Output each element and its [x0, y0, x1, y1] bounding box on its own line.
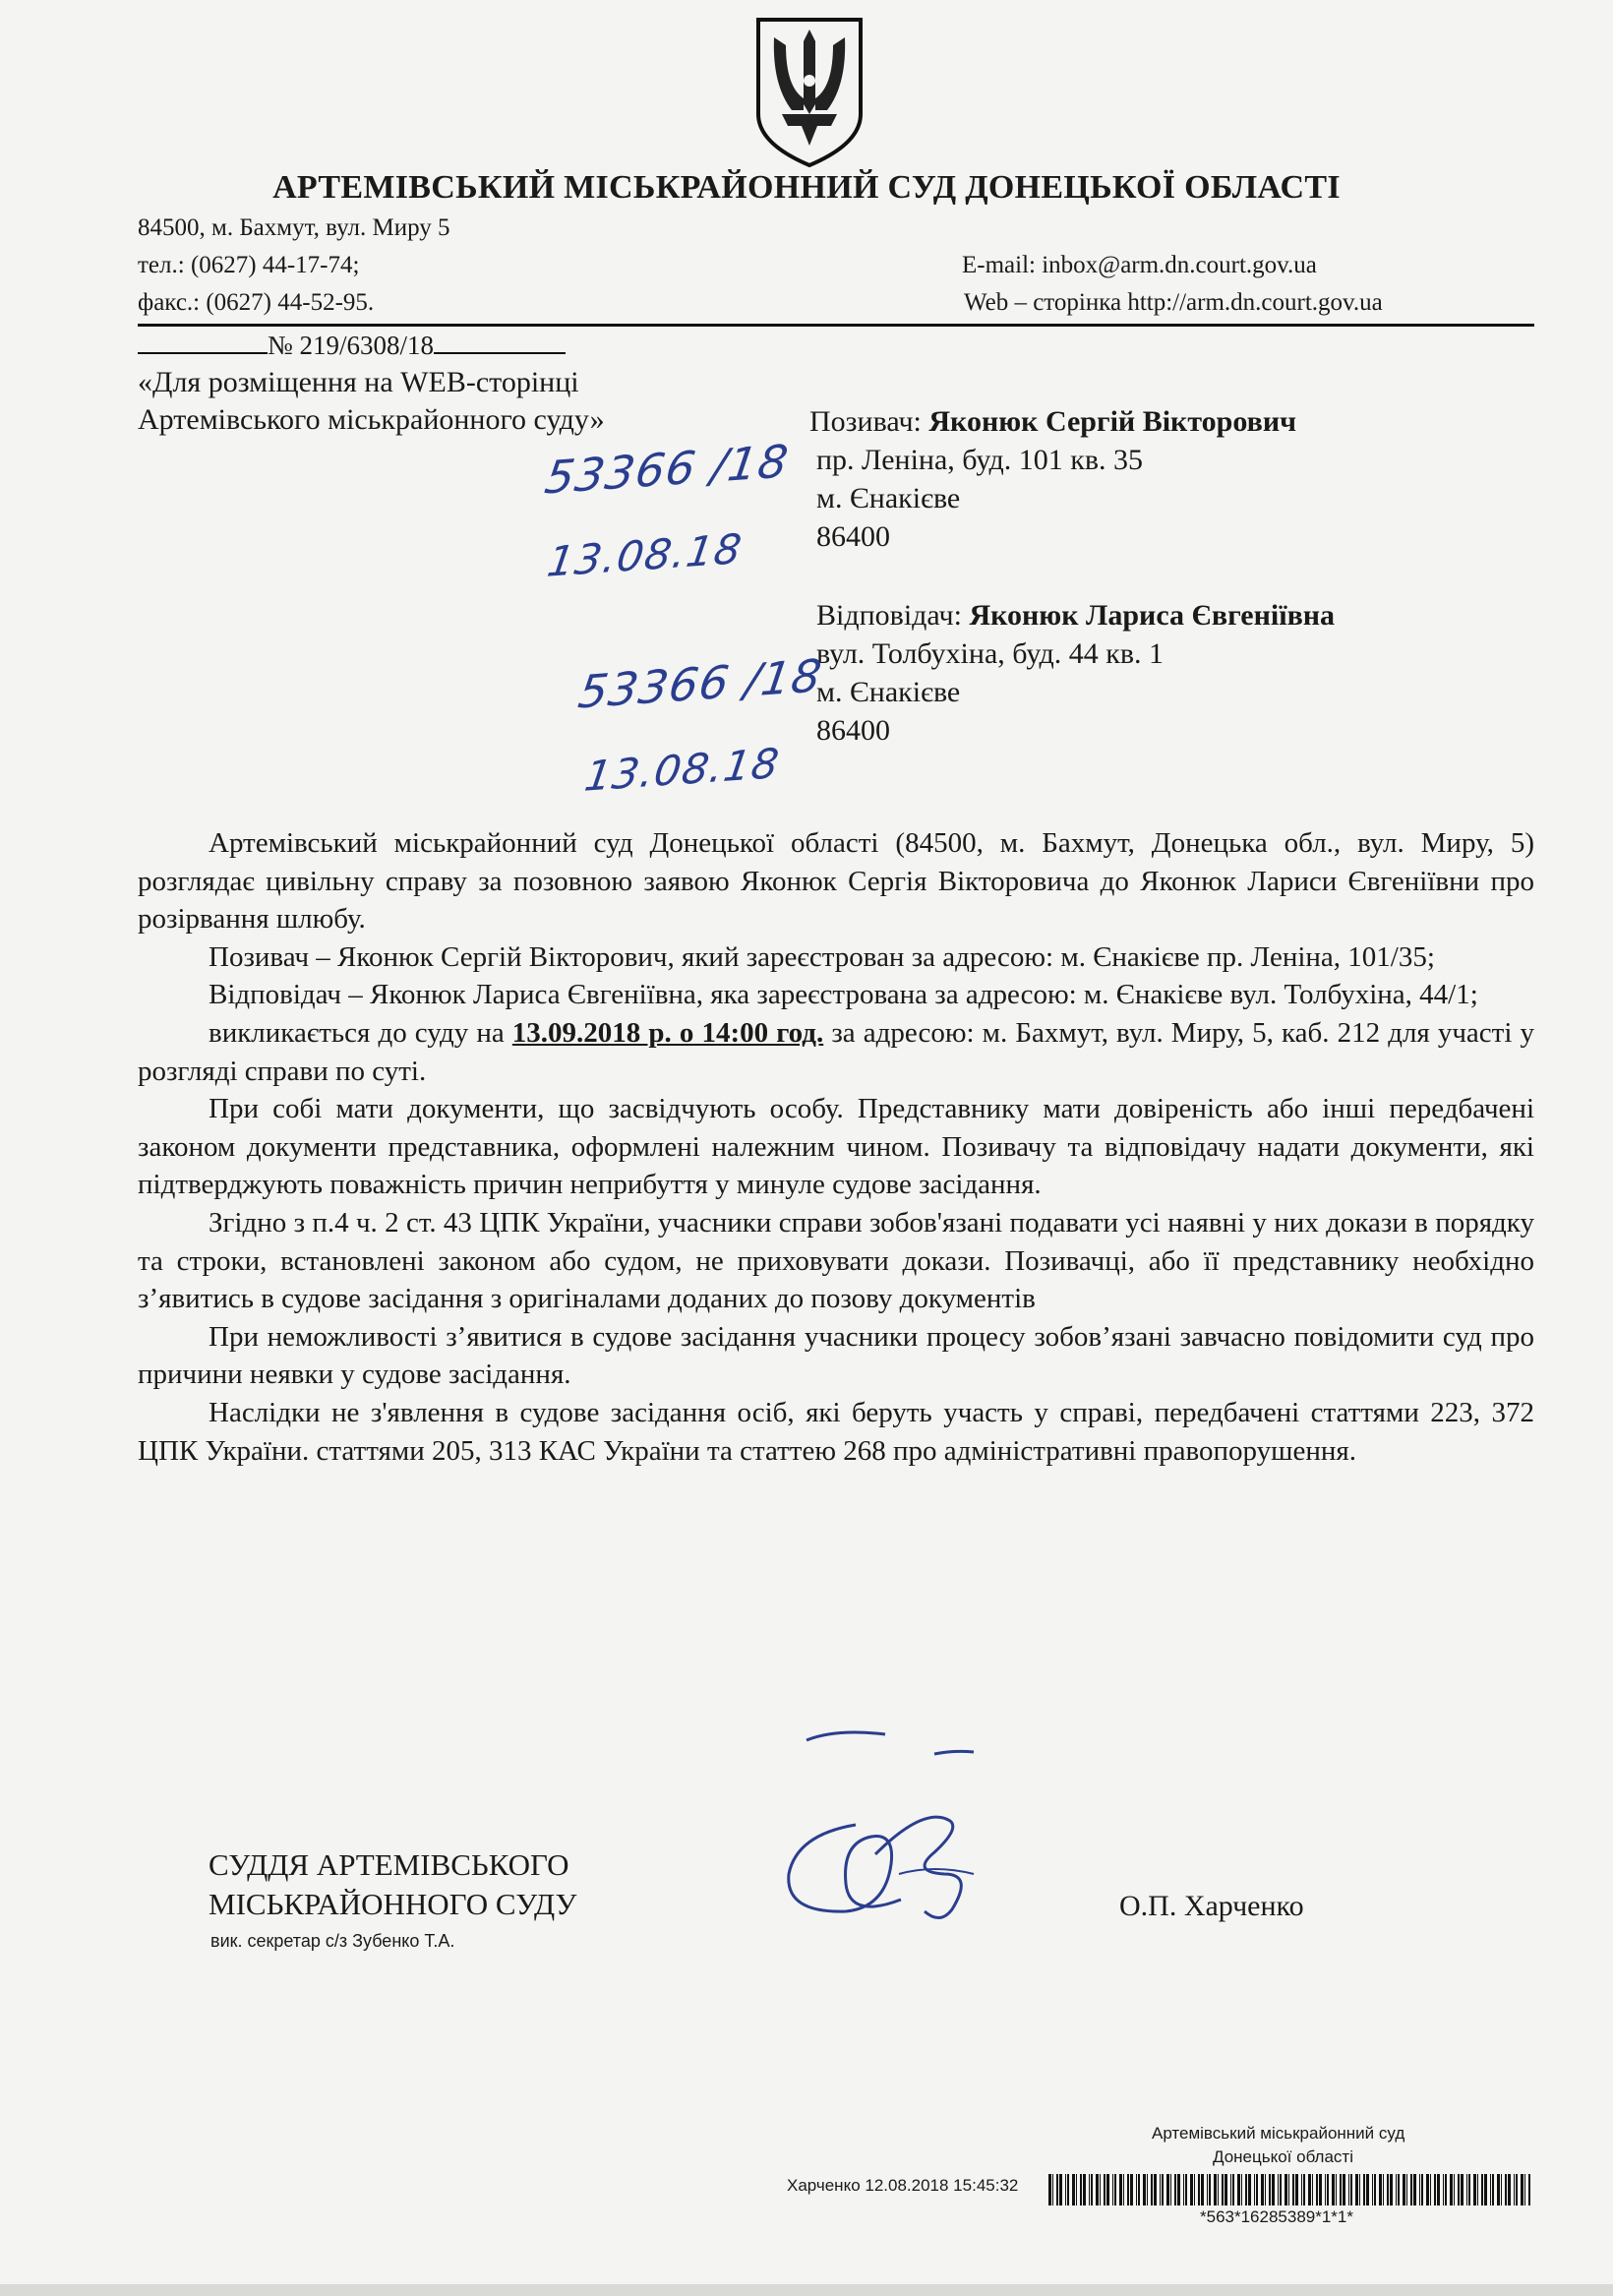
barcode-bar: [1119, 2174, 1122, 2205]
barcode-bar: [1222, 2174, 1224, 2205]
document-number: № 219/6308/18: [268, 331, 435, 360]
hearing-datetime: 13.09.2018 р. о 14:00 год.: [511, 1016, 824, 1049]
body-paragraph-defendant: Відповідач – Яконюк Лариса Євгеніївна, яка зареєстрована за адресою: м. Єнакієве вул. Толбухіна, 44/1;: [209, 979, 1478, 1011]
barcode-bar: [1336, 2174, 1337, 2205]
barcode-bar: [1490, 2174, 1491, 2205]
barcode-bar: [1332, 2174, 1335, 2205]
barcode-icon: [1048, 2174, 1535, 2205]
barcode-bar: [1183, 2174, 1184, 2205]
barcode-bar: [1104, 2174, 1105, 2205]
barcode-bar: [1284, 2174, 1287, 2205]
barcode-bar: [1443, 2174, 1444, 2205]
barcode-bar: [1325, 2174, 1326, 2205]
barcode-bar: [1379, 2174, 1382, 2205]
barcode-bar: [1166, 2174, 1169, 2205]
defendant-label: Відповідач:: [816, 599, 962, 632]
barcode-bar: [1312, 2174, 1313, 2205]
barcode-bar: [1398, 2174, 1400, 2205]
barcode-bar: [1426, 2174, 1429, 2205]
barcode-bar: [1106, 2174, 1109, 2205]
document-number-line: [138, 329, 566, 361]
barcode-bar: [1348, 2174, 1349, 2205]
barcode-bar: [1136, 2174, 1137, 2205]
defendant-city: м. Єнакієве: [816, 676, 961, 708]
summons-suffix: за адресою: м. Бахмут, вул. Миру, 5, каб. 212 для участі у розгляді справи по суті.: [138, 1016, 1534, 1087]
defendant-name: Яконюк Лариса Євгеніївна: [969, 599, 1336, 632]
barcode-bar: [1372, 2174, 1373, 2205]
barcode-bar: [1528, 2174, 1530, 2205]
barcode-bar: [1355, 2174, 1358, 2205]
defendant-zip: 86400: [816, 714, 890, 747]
barcode-bar: [1343, 2174, 1345, 2205]
barcode-bar: [1473, 2174, 1476, 2205]
barcode-bar: [1327, 2174, 1329, 2205]
barcode-bar: [1225, 2174, 1227, 2205]
barcode-bar: [1505, 2174, 1507, 2205]
barcode-bar: [1319, 2174, 1322, 2205]
barcode-bar: [1154, 2174, 1157, 2205]
handwritten-date-1: 13.08.18: [544, 524, 746, 586]
barcode-bar: [1214, 2174, 1217, 2205]
body-paragraph-plaintiff: Позивач – Яконюк Сергій Вікторович, який зареєстрован за адресою: м. Єнакієве пр. Леніна, 101/35;: [209, 940, 1435, 973]
plaintiff-name: Яконюк Сергій Вікторович: [928, 405, 1297, 438]
barcode-bar: [1261, 2174, 1264, 2205]
barcode-bar: [1083, 2174, 1086, 2205]
summons-body: [138, 824, 1534, 1470]
barcode-bar: [1419, 2174, 1420, 2205]
barcode-bar: [1445, 2174, 1447, 2205]
barcode-bar: [1406, 2174, 1407, 2205]
barcode-bar: [1292, 2174, 1294, 2205]
barcode-bar: [1248, 2174, 1251, 2205]
barcode-bar: [1295, 2174, 1298, 2205]
court-name: АРТЕМІВСЬКИЙ МІСЬКРАЙОННИЙ СУД ДОНЕЦЬКОЇ ОБЛАСТІ: [272, 169, 1341, 206]
barcode-bar: [1492, 2174, 1494, 2205]
barcode-bar: [1430, 2174, 1431, 2205]
number-blank-right: [434, 329, 566, 354]
barcode-bar: [1218, 2174, 1219, 2205]
barcode-bar: [1237, 2174, 1240, 2205]
body-paragraph-summons: [138, 1014, 1534, 1090]
body-paragraph-evidence: Згідно з п.4 ч. 2 ст. 43 ЦПК України, учасники справи зобов'язані подавати усі наявні у них докази в порядку та строки, встановлені законом або судом, не приховувати докази. Позивачці, або її представнику необхідно з’явитись в судове засідання з оригіналами доданих до позову документів: [138, 1206, 1534, 1315]
barcode-bar: [1521, 2174, 1523, 2205]
barcode-bar: [1481, 2174, 1483, 2205]
barcode-bar: [1112, 2174, 1113, 2205]
header-divider: [138, 324, 1534, 327]
barcode-bar: [1390, 2174, 1393, 2205]
barcode-bar: [1198, 2174, 1200, 2205]
barcode-bar: [1514, 2174, 1515, 2205]
barcode-bar: [1413, 2174, 1416, 2205]
handwritten-signature-icon: [777, 1726, 1033, 1933]
barcode-bar: [1123, 2174, 1124, 2205]
barcode-bar: [1052, 2174, 1053, 2205]
barcode-bar: [1127, 2174, 1129, 2205]
barcode-bar: [1089, 2174, 1090, 2205]
summons-prefix: викликається до суду на: [209, 1016, 512, 1049]
barcode-bar: [1254, 2174, 1255, 2205]
judge-name: О.П. Харченко: [1119, 1890, 1304, 1922]
barcode-bar: [1508, 2174, 1511, 2205]
body-paragraph-case: Артемівський міськрайонний суд Донецької області (84500, м. Бахмут, Донецька обл., вул. Миру, 5) розглядає цивільну справу за позовною заявою Яконюк Сергія Вікторовича до Яконюк Лариси Євгеніївни про розірвання шлюбу.: [138, 827, 1534, 936]
barcode-bar: [1524, 2174, 1525, 2205]
body-paragraph-consequences: Наслідки не з'явлення в судове засідання осіб, які беруть участь у справі, передбачені статтями 223, 372 ЦПК України. статтями 205, 313 КАС України та статтею 268 про адміністративні правопорушення.: [138, 1396, 1534, 1467]
stamp-court-line1: Артемівський міськрайонний суд: [1152, 2124, 1405, 2143]
barcode-bar: [1350, 2174, 1352, 2205]
barcode-bar: [1076, 2174, 1077, 2205]
judge-title-line2: МІСЬКРАЙОННОГО СУДУ: [209, 1887, 577, 1921]
barcode-bar: [1374, 2174, 1376, 2205]
barcode-bar: [1466, 2174, 1467, 2205]
barcode-bar: [1316, 2174, 1318, 2205]
barcode-bar: [1190, 2174, 1193, 2205]
barcode-text: *563*16285389*1*1*: [1200, 2207, 1353, 2226]
barcode-bar: [1434, 2174, 1436, 2205]
plaintiff-street: пр. Леніна, буд. 101 кв. 35: [816, 444, 1144, 476]
court-website: Web – сторінка http://arm.dn.court.gov.ua: [964, 289, 1383, 316]
barcode-bar: [1288, 2174, 1289, 2205]
barcode-bar: [1059, 2174, 1062, 2205]
handwritten-date-2: 13.08.18: [581, 739, 783, 801]
barcode-bar: [1403, 2174, 1405, 2205]
barcode-bar: [1201, 2174, 1204, 2205]
barcode-bar: [1230, 2174, 1231, 2205]
court-email: E-mail: inbox@arm.dn.court.gov.ua: [962, 252, 1317, 278]
barcode-bar: [1151, 2174, 1153, 2205]
defendant-street: вул. Толбухіна, буд. 44 кв. 1: [816, 637, 1164, 670]
barcode-bar: [1056, 2174, 1058, 2205]
body-paragraph-documents: При собі мати документи, що засвідчують особу. Представнику мати довіреність або інші передбачені законом документи представника, оформлені належним чином. Позивачу та відповідачу надати документи, які підтверджують поважність причин неприбуття у минуле судове засідання.: [138, 1093, 1534, 1201]
court-address: 84500, м. Бахмут, вул. Миру 5: [138, 214, 450, 241]
stamp-court-line2: Донецької області: [1213, 2147, 1353, 2166]
barcode-bar: [1383, 2174, 1384, 2205]
barcode-bar: [1130, 2174, 1133, 2205]
web-note-line1: «Для розміщення на WEB-сторінці: [138, 366, 579, 398]
barcode-bar: [1174, 2174, 1176, 2205]
plaintiff-heading: [809, 405, 1296, 439]
web-note-line2: Артемівського міськрайонного суду»: [138, 403, 605, 436]
court-fax: факс.: (0627) 44-52-95.: [138, 289, 375, 316]
stamp-author-date: Харченко 12.08.2018 15:45:32: [787, 2176, 1019, 2195]
barcode-bar: [1516, 2174, 1518, 2205]
barcode-bar: [1497, 2174, 1500, 2205]
barcode-bar: [1147, 2174, 1148, 2205]
barcode-bar: [1194, 2174, 1195, 2205]
barcode-bar: [1280, 2174, 1282, 2205]
barcode-bar: [1340, 2174, 1342, 2205]
barcode-bar: [1359, 2174, 1360, 2205]
defendant-heading: [816, 599, 1335, 633]
barcode-bar: [1160, 2174, 1161, 2205]
judge-title-line1: СУДДЯ АРТЕМІВСЬКОГО: [209, 1847, 569, 1882]
barcode-bar: [1241, 2174, 1242, 2205]
barcode-bar: [1303, 2174, 1305, 2205]
number-blank-left: [138, 329, 268, 354]
plaintiff-label: Позивач:: [809, 405, 922, 438]
plaintiff-city: м. Єнакієве: [816, 482, 961, 514]
barcode-bar: [1091, 2174, 1093, 2205]
barcode-bar: [1468, 2174, 1470, 2205]
barcode-bar: [1185, 2174, 1187, 2205]
barcode-bar: [1366, 2174, 1369, 2205]
barcode-bar: [1245, 2174, 1247, 2205]
barcode-bar: [1256, 2174, 1258, 2205]
barcode-bar: [1454, 2174, 1455, 2205]
barcode-bar: [1501, 2174, 1502, 2205]
barcode-bar: [1162, 2174, 1164, 2205]
barcode-bar: [1458, 2174, 1460, 2205]
barcode-bar: [1363, 2174, 1365, 2205]
body-paragraph-absence-notice: При неможливості з’явитися в судове засідання учасники процесу зобов’язані завчасно повідомити суд про причини неявки у судове засідання.: [138, 1320, 1534, 1391]
coat-of-arms-icon: [752, 16, 866, 168]
barcode-bar: [1067, 2174, 1069, 2205]
barcode-bar: [1484, 2174, 1487, 2205]
handwritten-outgoing-number-1: 53366 /18: [541, 434, 793, 505]
barcode-bar: [1387, 2174, 1389, 2205]
barcode-bar: [1143, 2174, 1146, 2205]
judge-title: [209, 1845, 576, 1924]
barcode-bar: [1072, 2174, 1075, 2205]
barcode-bar: [1410, 2174, 1412, 2205]
barcode-bar: [1114, 2174, 1116, 2205]
court-phone: тел.: (0627) 44-17-74;: [138, 252, 360, 278]
barcode-bar: [1232, 2174, 1234, 2205]
barcode-bar: [1437, 2174, 1440, 2205]
barcode-bar: [1269, 2174, 1271, 2205]
barcode-bar: [1396, 2174, 1397, 2205]
barcode-bar: [1477, 2174, 1478, 2205]
page-bottom-edge: [0, 2284, 1613, 2296]
barcode-bar: [1421, 2174, 1423, 2205]
barcode-bar: [1272, 2174, 1275, 2205]
barcode-bar: [1461, 2174, 1464, 2205]
barcode-bar: [1096, 2174, 1099, 2205]
barcode-bar: [1170, 2174, 1171, 2205]
barcode-bar: [1065, 2174, 1066, 2205]
barcode-bar: [1209, 2174, 1211, 2205]
plaintiff-zip: 86400: [816, 520, 890, 553]
handwritten-outgoing-number-2: 53366 /18: [574, 648, 826, 719]
barcode-bar: [1100, 2174, 1101, 2205]
barcode-bar: [1080, 2174, 1082, 2205]
barcode-bar: [1278, 2174, 1279, 2205]
barcode-bar: [1048, 2174, 1051, 2205]
barcode-bar: [1207, 2174, 1208, 2205]
barcode-bar: [1450, 2174, 1453, 2205]
barcode-bar: [1265, 2174, 1266, 2205]
barcode-bar: [1177, 2174, 1180, 2205]
barcode-bar: [1308, 2174, 1311, 2205]
secretary-note: вик. секретар с/з Зубенко Т.А.: [210, 1931, 455, 1951]
barcode-bar: [1301, 2174, 1302, 2205]
barcode-bar: [1138, 2174, 1140, 2205]
